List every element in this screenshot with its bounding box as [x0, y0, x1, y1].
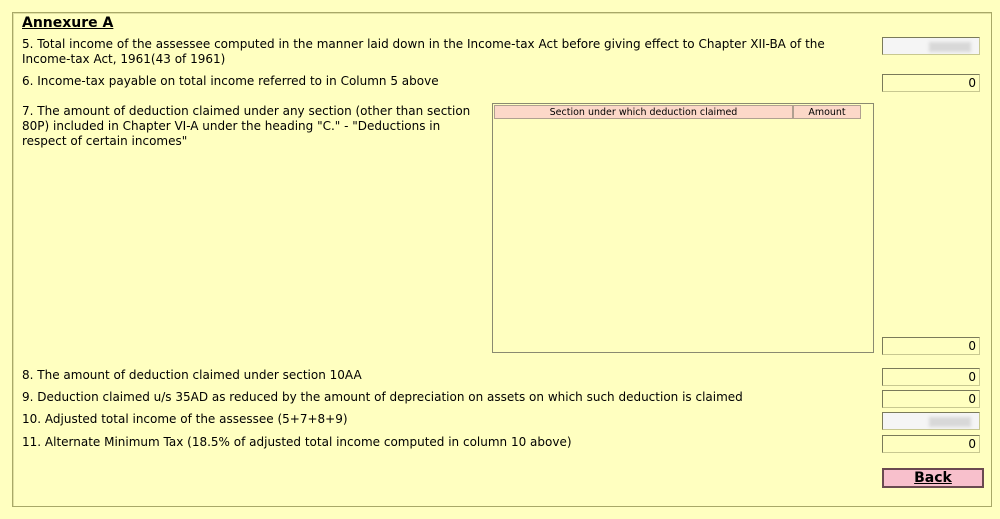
back-button[interactable]: Back [882, 468, 984, 488]
q6-income-tax-field[interactable]: 0 [882, 74, 980, 92]
q5-total-income-field[interactable] [882, 37, 980, 55]
q6-label: 6. Income-tax payable on total income referred to in Column 5 above [22, 74, 439, 88]
col-header-amount: Amount [793, 105, 861, 119]
redacted-value [929, 417, 971, 427]
q11-amt-field[interactable]: 0 [882, 435, 980, 453]
redacted-value [929, 42, 971, 52]
q8-deduction-10aa-field[interactable]: 0 [882, 368, 980, 386]
q9-deduction-35ad-field[interactable]: 0 [882, 390, 980, 408]
q8-label: 8. The amount of deduction claimed under section 10AA [22, 368, 362, 382]
q9-label: 9. Deduction claimed u/s 35AD as reduced by the amount of depreciation on assets on which such deduction is claimed [22, 390, 743, 404]
q11-label: 11. Alternate Minimum Tax (18.5% of adjusted total income computed in column 10 above) [22, 435, 572, 449]
q10-label: 10. Adjusted total income of the assessee (5+7+8+9) [22, 412, 348, 426]
q7-label: 7. The amount of deduction claimed under any section (other than section 80P) included in Chapter VI-A under the heading "C." - "Deductions in respect of certain incomes" [22, 104, 471, 148]
q10-adjusted-income-field[interactable] [882, 412, 980, 430]
page-title: Annexure A [22, 15, 114, 31]
deduction-table[interactable] [492, 103, 874, 353]
deduction-table-header [494, 105, 861, 119]
q5-label: 5. Total income of the assessee computed in the manner laid down in the Income-tax Act before giving effect to Chapter XII-BA of the Income-tax Act, 1961(43 of 1961) [22, 37, 825, 66]
q7-deduction-total-field[interactable]: 0 [882, 337, 980, 355]
col-header-section: Section under which deduction claimed [494, 105, 793, 119]
